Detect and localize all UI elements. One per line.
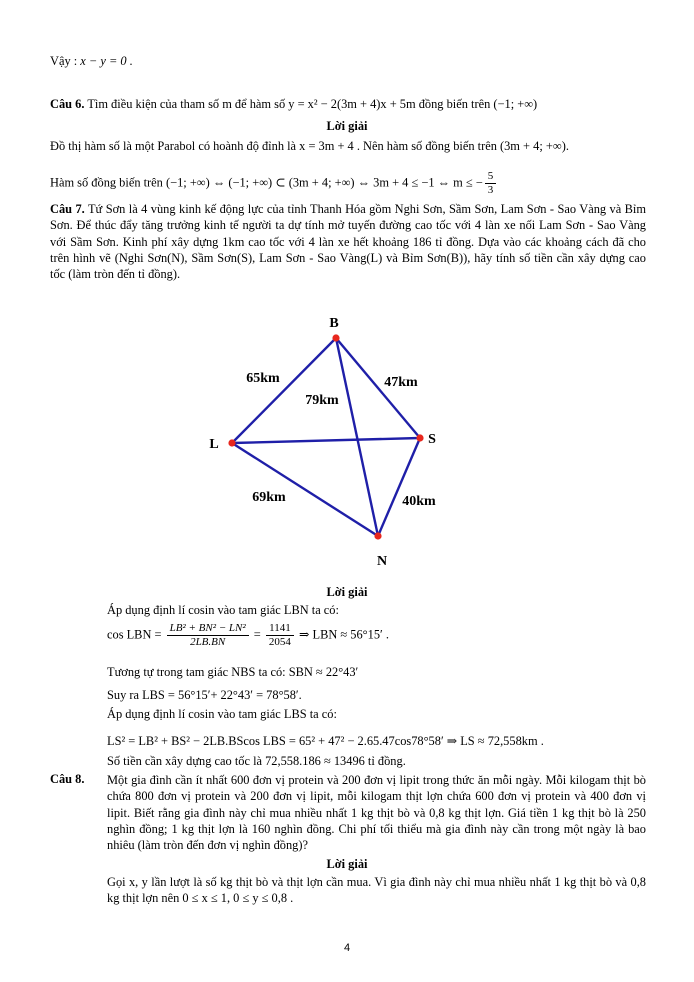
q7-value-numerator: 1141 [266, 622, 294, 636]
q6-solution-line-2 [50, 170, 498, 197]
q8-solution-title: Lời giải [326, 857, 368, 871]
q7-step-7: Số tiền cần xây dựng cao tốc là 72,558.186 ≈ 13496 tỉ đồng. [107, 754, 406, 768]
edge-LB [232, 338, 336, 443]
q8-step-1: Gọi x, y lần lượt là số kg thịt bò và thịt lợn cần mua. Vì gia đình này chỉ mua nhiều nhất 1 kg thịt bò và 0,8 kg thịt lợn nên 0 ≤ x ≤ 1, 0 ≤ y ≤ 0,8 . [107, 875, 646, 906]
label-L: L [209, 437, 219, 452]
q7-step-4: Suy ra LBS = 56°15′+ 22°43′ = 78°58′. [107, 688, 302, 702]
q6-solution-title: Lời giải [326, 119, 368, 133]
label-edge-LB: 65km [246, 371, 280, 386]
q6-solution-line-1: Đồ thị hàm số là một Parabol có hoành độ đỉnh là x = 3m + 4 . Nên hàm số đồng biến trên (3m + 4; +∞). [50, 139, 569, 153]
q7-cos-numerator: LB² + BN² − LN² [167, 622, 249, 636]
label-S: S [428, 432, 436, 447]
label-edge-BS: 47km [384, 375, 418, 390]
q7-value-fraction [266, 622, 294, 649]
q7-cos-fraction [167, 622, 249, 649]
q6-fraction-denominator: 3 [487, 184, 494, 196]
figure-edges [232, 338, 420, 536]
conclusion-expr: x − y = 0 . [80, 54, 133, 68]
q7-solution-title: Lời giải [326, 585, 368, 599]
edge-LS [232, 438, 420, 443]
question-8-text: Một gia đình cần ít nhất 600 đơn vị protein và 200 đơn vị lipit trong thức ăn mỗi ngày. Mỗi kilogam thịt bò chứa 800 đơn vị protein và 200 đơn vị lipit, mỗi kilogam thịt lợn chứa 600 đơn vị protein và 400 đơn vị lipit. Biết rằng gia đình này chỉ mua nhiều nhất 1 kg thịt bò và 0,8 kg thịt lợn. Giá tiền 1 kg thịt bò là 250 nghìn đồng; 1 kg thịt lợn là 160 nghìn đồng. Chi phí tối thiểu mà gia đình này cần trong một ngày là bao nhiêu (làm tròn đến đơn vị nghìn đồng)? [107, 773, 646, 853]
point-L [228, 439, 235, 446]
conclusion-label: Vậy : [50, 54, 78, 68]
q7-step-3: Tương tự trong tam giác NBS ta có: SBN ≈ 22°43′ [107, 665, 359, 679]
edge-BN [336, 338, 378, 536]
q7-cos-lhs: cos LBN = [107, 627, 162, 642]
question-7 [50, 201, 646, 282]
q7-cos-denominator: 2LB.BN [190, 636, 226, 648]
point-S [416, 434, 423, 441]
q6-fraction-numerator: 5 [485, 170, 497, 184]
quadrilateral-figure [0, 300, 694, 580]
question-7-text: Tứ Sơn là 4 vùng kinh kế động lực của tỉnh Thanh Hóa gồm Nghi Sơn, Sầm Sơn, Lam Sơn - Sao Vàng và Bỉm Sơn. Để thúc đẩy tăng trưởng kinh tế người ta dự tính mở tuyến đường cao tốc với 4 làn xe nối Lam Sơn - Sao Vàng với Sầm Sơn. Kinh phí xây dựng 1km cao tốc với 4 làn xe hết khoảng 186 tỉ đồng. Dựa vào các khoảng cách đã cho trên hình vẽ (Nghi Sơn(N), Sầm Sơn(S), Lam Sơn - Sao Vàng(L) và Bỉm Sơn(B)), hãy tính số tiền cần xây dựng cao tốc (làm tròn đến tỉ đồng). [50, 202, 646, 282]
question-6-text: Tìm điều kiện của tham số m để hàm số y = x² − 2(3m + 4)x + 5m đồng biến trên (−1; +∞) [87, 97, 538, 111]
q6-inequality: Hàm số đồng biến trên (−1; +∞) ⇔ (−1; +∞) ⊂ (3m + 4; +∞) ⇔ 3m + 4 ≤ −1 ⇔ m ≤ − [50, 175, 483, 190]
question-7-number: Câu 7. [50, 202, 85, 216]
label-B: B [329, 316, 339, 331]
q7-step-6: LS² = LB² + BS² − 2LB.BScos LBS = 65² + 47² − 2.65.47cos78°58′ ⇒ LS ≈ 72,558km . [107, 734, 544, 748]
edge-SN [378, 438, 420, 536]
point-N [374, 532, 381, 539]
question-8-number: Câu 8. [50, 772, 85, 786]
q7-step-5: Áp dụng định lí cosin vào tam giác LBS ta có: [107, 707, 337, 721]
q7-value-denominator: 2054 [268, 636, 291, 648]
q7-step-1: Áp dụng định lí cosin vào tam giác LBN ta có: [107, 603, 339, 617]
label-edge-BN: 79km [305, 393, 339, 408]
label-edge-LN: 69km [252, 490, 286, 505]
q6-fraction [485, 170, 497, 197]
q7-step-2 [107, 622, 389, 649]
q7-equals: = [253, 627, 261, 642]
point-B [332, 334, 339, 341]
page-number: 4 [343, 942, 351, 954]
question-6-number: Câu 6. [50, 97, 85, 111]
label-edge-SN: 40km [402, 494, 436, 509]
question-6 [50, 97, 537, 112]
conclusion-line [50, 54, 133, 69]
q7-angle-result: ⇒ LBN ≈ 56°15′ . [299, 627, 389, 642]
label-N: N [376, 554, 388, 569]
